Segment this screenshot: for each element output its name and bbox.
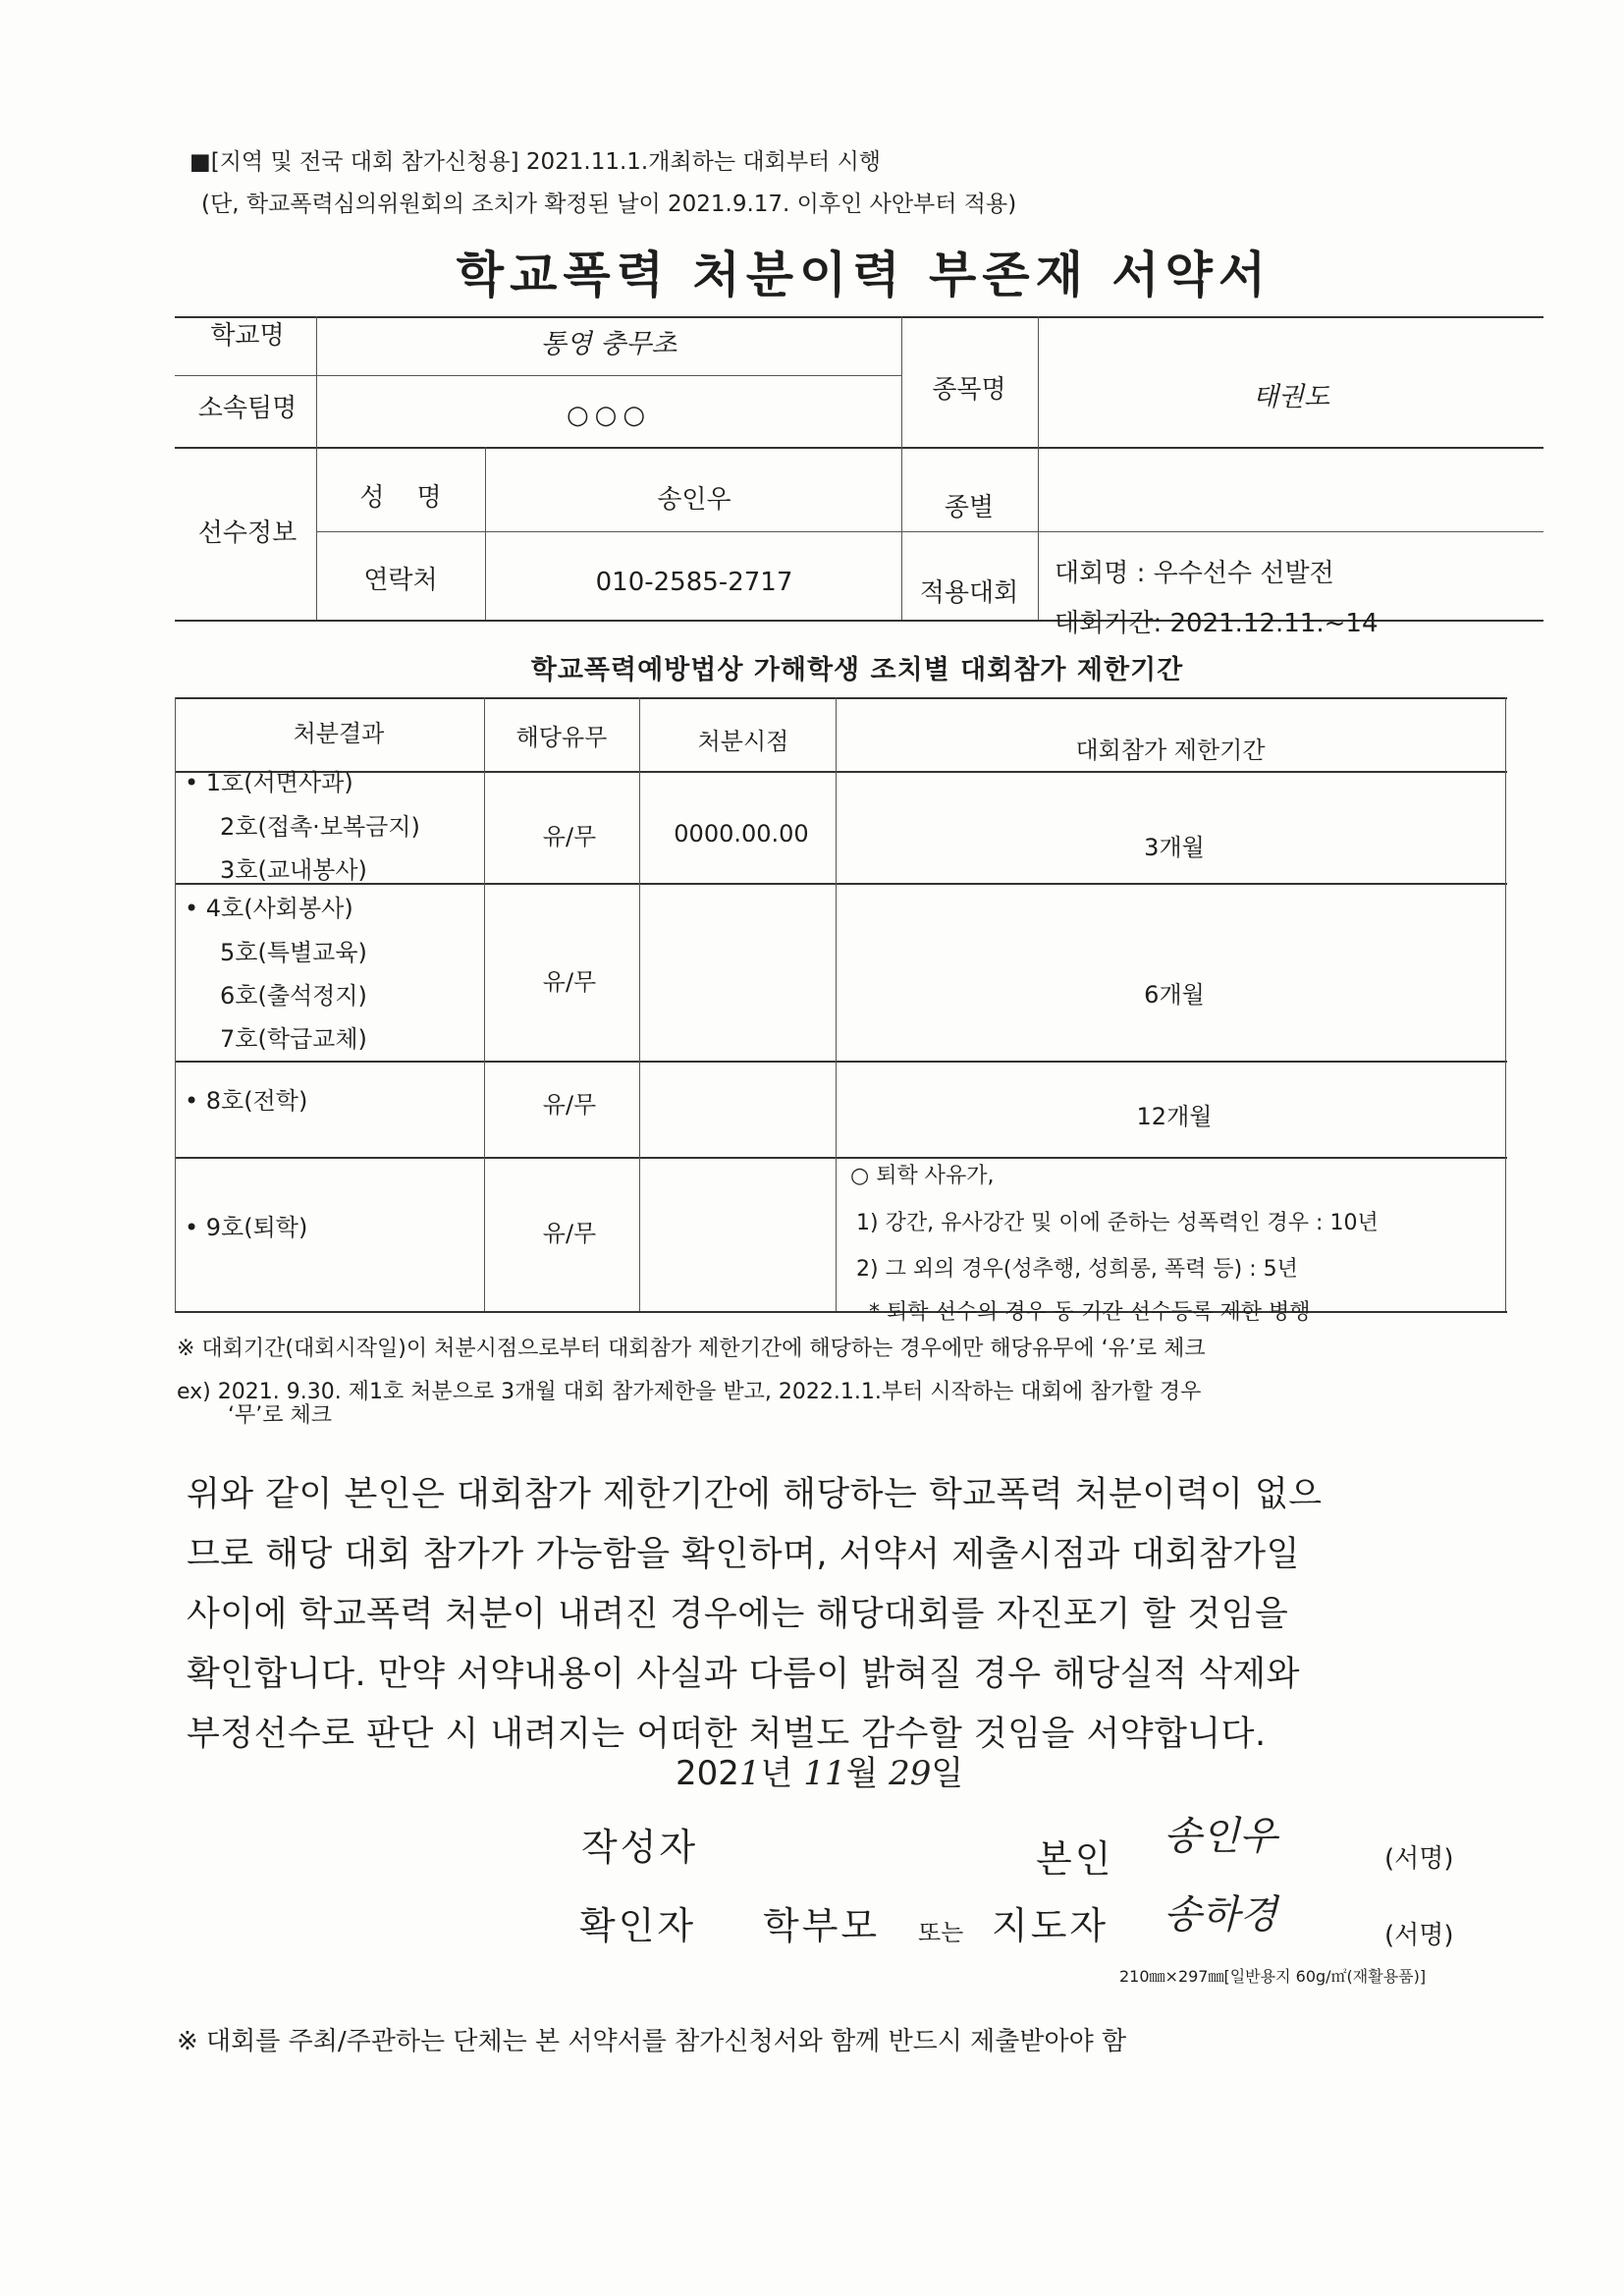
table-note-1: ※ 대회기간(대회시작일)이 처분시점으로부터 대회참가 제한기간에 해당하는 경우에만 해당유무에 ‘유’로 체크 — [177, 1337, 1206, 1361]
row3-applicable: 유/무 — [542, 1091, 597, 1119]
row2-result-2: 5호(특별교육) — [220, 939, 367, 966]
page-title: 학교폭력 처분이력 부존재 서약서 — [456, 246, 1272, 303]
paper-spec: 210㎜×297㎜[일반용지 60g/㎡(재활용품)] — [1119, 1967, 1427, 1986]
row2-applicable: 유/무 — [542, 968, 597, 996]
row1-applicable: 유/무 — [542, 823, 597, 850]
name-label: 성 명 — [359, 483, 442, 513]
header-result: 처분결과 — [293, 720, 385, 747]
header-applicable: 해당유무 — [515, 724, 608, 751]
contact-label: 연락처 — [363, 566, 438, 595]
coach-sign-note: (서명) — [1384, 1921, 1454, 1950]
row4-period-line-1: ○ 퇴학 사유가, — [850, 1164, 995, 1188]
pledge-line-1: 위와 같이 본인은 대회참가 제한기간에 해당하는 학교폭력 처분이력이 없으 — [187, 1475, 1323, 1514]
row1-result-2: 2호(접촉·보복금지) — [220, 813, 420, 841]
restriction-title: 학교폭력예방법상 가해학생 조치별 대회참가 제한기간 — [530, 655, 1184, 685]
confirmer-label: 확인자 — [579, 1904, 697, 1947]
sport-value: 태권도 — [1252, 382, 1330, 412]
sport-label: 종목명 — [932, 375, 1006, 405]
row1-result-1: • 1호(서면사과) — [185, 769, 353, 796]
pledge-line-2: 므로 해당 대회 참가가 가능함을 확인하며, 서약서 제출시점과 대회참가일 — [187, 1535, 1300, 1574]
name-value: 송인우 — [657, 485, 731, 515]
writer-label: 작성자 — [581, 1826, 699, 1869]
row4-result-1: • 9호(퇴학) — [185, 1214, 308, 1241]
row2-period: 6개월 — [1144, 981, 1205, 1009]
player-info-label: 선수정보 — [197, 519, 298, 548]
coach-label: 지도자 — [992, 1904, 1110, 1947]
row1-result-3: 3호(교내봉사) — [220, 856, 367, 884]
row1-date: 0000.00.00 — [674, 820, 809, 847]
contact-value: 010-2585-2717 — [595, 568, 793, 597]
self-label: 본인 — [1036, 1837, 1114, 1881]
row2-result-1: • 4호(사회봉사) — [185, 895, 353, 922]
pledge-line-5: 부정선수로 판단 시 내려지는 어떠한 처벌도 감수할 것임을 서약합니다. — [187, 1715, 1267, 1754]
row4-applicable: 유/무 — [542, 1220, 597, 1247]
notice-line-1: ■[지역 및 전국 대회 참가신청용] 2021.11.1.개최하는 대회부터 시행 — [189, 149, 882, 175]
school-value: 통영 충무초 — [540, 329, 677, 359]
school-label: 학교명 — [210, 321, 285, 351]
row1-period: 3개월 — [1144, 834, 1205, 861]
header-period: 대회참가 제한기간 — [1075, 737, 1266, 764]
row2-result-4: 7호(학급교체) — [220, 1025, 367, 1053]
notice-line-2: (단, 학교폭력심의위원회의 조치가 확정된 날이 2021.9.17. 이후인 사안부터 적용) — [201, 191, 1017, 217]
row3-result-1: • 8호(전학) — [185, 1087, 308, 1115]
row2-result-3: 6호(출석정지) — [220, 982, 367, 1010]
category-label: 종별 — [944, 493, 995, 522]
self-sign-note: (서명) — [1384, 1844, 1454, 1874]
header-date: 처분시점 — [697, 728, 789, 755]
or-label: 또는 — [918, 1919, 964, 1946]
team-label: 소속팀명 — [197, 394, 298, 423]
self-signature: 송인우 — [1164, 1814, 1277, 1859]
sign-date: 2021년 11월 29일 — [676, 1754, 964, 1793]
parent-label: 학부모 — [763, 1904, 881, 1947]
event-label: 적용대회 — [919, 578, 1019, 608]
table-note-2: ex) 2021. 9.30. 제1호 처분으로 3개월 대회 참가제한을 받고, 2022.1.1.부터 시작하는 대회에 참가할 경우 — [177, 1380, 1202, 1404]
row3-period: 12개월 — [1136, 1103, 1213, 1130]
row4-period-line-3: 2) 그 외의 경우(성추행, 성희롱, 폭력 등) : 5년 — [856, 1257, 1298, 1282]
footer-note: ※ 대회를 주최/주관하는 단체는 본 서약서를 참가신청서와 함께 반드시 제출받아야 함 — [177, 2027, 1127, 2056]
coach-signature: 송하경 — [1164, 1892, 1277, 1938]
event-name: 대회명 : 우수선수 선발전 — [1055, 559, 1334, 588]
row4-period-line-4: * 퇴학 선수의 경우 동 기간 선수등록 제한 병행 — [869, 1300, 1311, 1325]
row4-period-line-2: 1) 강간, 유사강간 및 이에 준하는 성폭력인 경우 : 10년 — [856, 1211, 1379, 1235]
pledge-line-3: 사이에 학교폭력 처분이 내려진 경우에는 해당대회를 자진포기 할 것임을 — [187, 1595, 1289, 1634]
pledge-line-4: 확인합니다. 만약 서약내용이 사실과 다름이 밝혀질 경우 해당실적 삭제와 — [187, 1655, 1300, 1694]
table-note-3: ‘무’로 체크 — [228, 1403, 332, 1428]
event-period: 대회기간: 2021.12.11.~14 — [1055, 609, 1379, 638]
team-value: ○○○ — [566, 401, 652, 430]
